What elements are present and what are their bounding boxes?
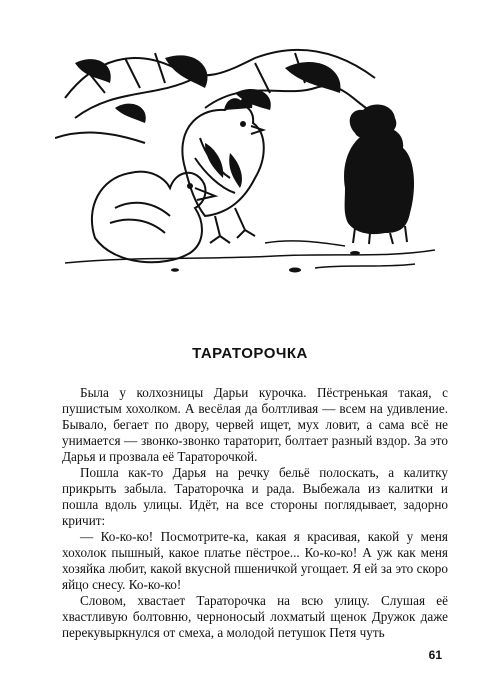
paragraph: Пошла как-то Дарья на речку бельё полоскать, а калитку прикрыть забыла. Тараторочка и рада. Выбежала из калитки и пошла вдоль улицы. Идёт, на все стороны поглядывает, задорно кричит: — [62, 465, 448, 528]
hen-figure — [182, 98, 263, 243]
page-number: 61 — [428, 648, 442, 662]
hen-feathers — [205, 143, 242, 188]
paragraph: Была у колхозницы Дарьи курочка. Пёстренькая такая, с пушистым хохолком. А весёлая да болтливая — всем на удивление. Бывало, бегает по двору, червей ищет, мух ловит, а сама всё не унимается — звонко-звонко тараторит, болтает разный вздор. За это Дарья и прозвала её Тараторочкой. — [62, 385, 448, 464]
paragraph: Словом, хвастает Тараторочка на всю улицу. Слушая её хвастливую болтовню, черноносый лохматый щенок Дружок даже перекувыркнулся от смеха, а молодой петушок Петя чуть — [62, 593, 448, 640]
story-title: ТАРАТОРОЧКА — [192, 345, 308, 362]
dog-figure — [344, 104, 414, 234]
illustration — [55, 38, 445, 278]
ground — [65, 241, 435, 268]
duck-figure — [92, 172, 215, 263]
paragraph: — Ко-ко-ко! Посмотрите-ка, какая я красивая, какой у меня хохолок пышный, какое платье пёстрое... Ко-ко-ко! А уж как меня хозяйка любит, какой вкусной пшеничкой угощает. Я ей за это скоро яйцо снесу. Ко-ко-ко! — [62, 529, 448, 592]
story-text — [62, 385, 448, 641]
